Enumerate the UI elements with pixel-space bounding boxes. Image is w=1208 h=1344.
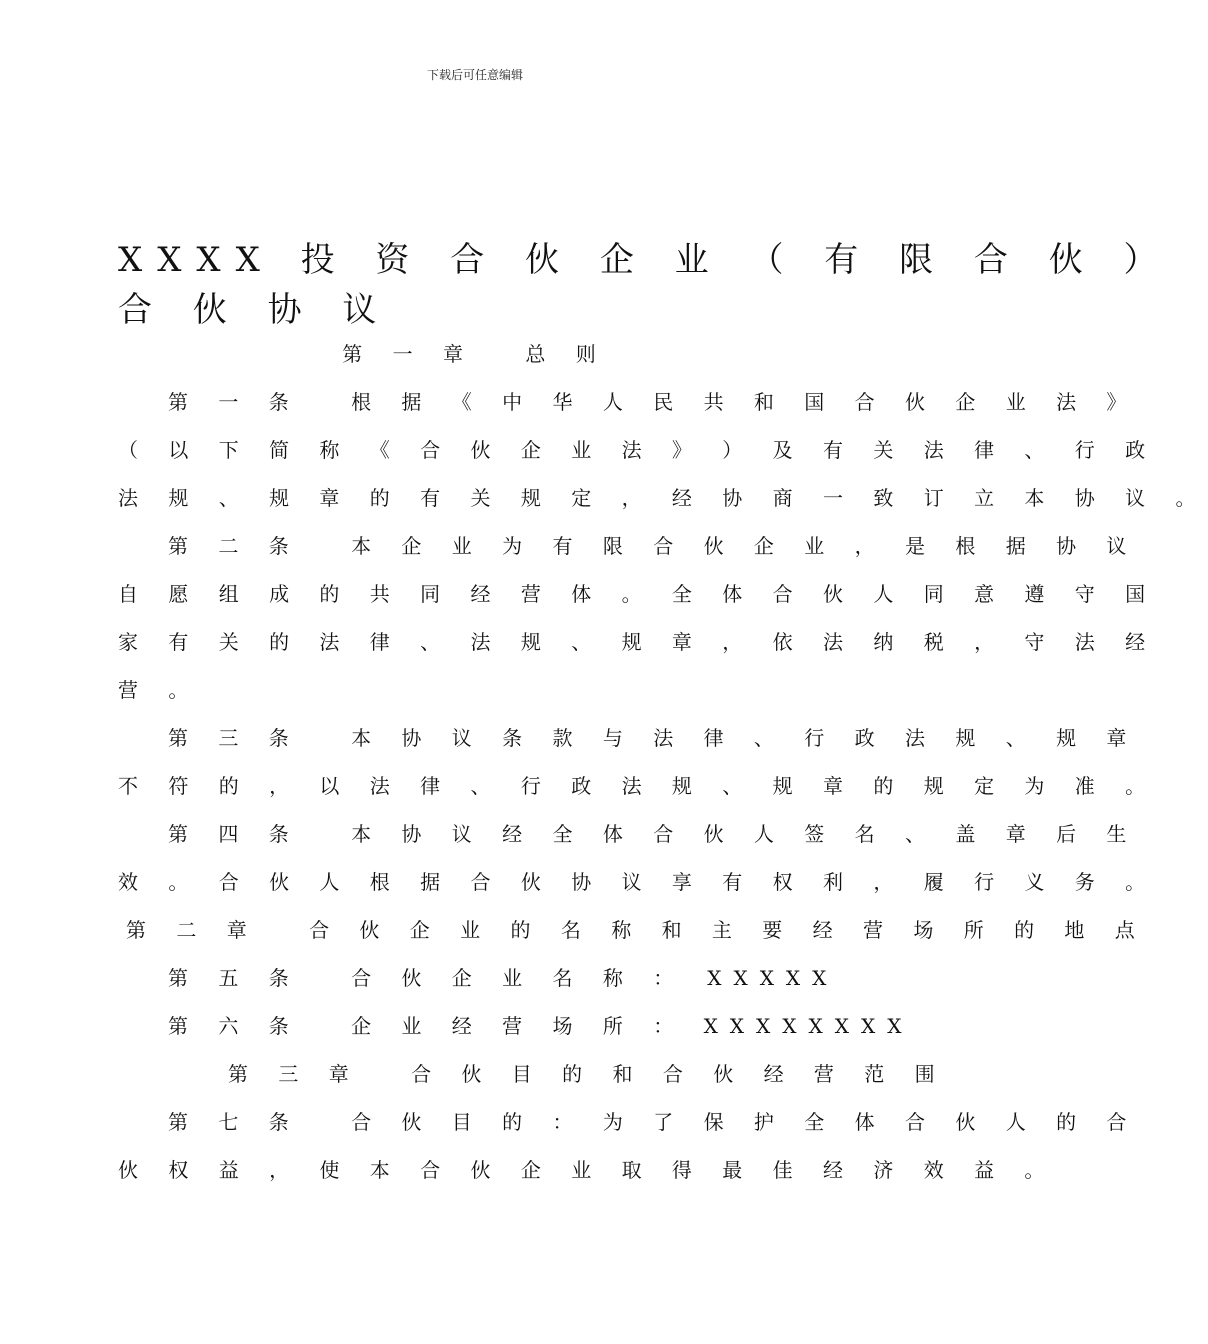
article-3-line-2: 不 符 的 ， 以 法 律 、 行 政 法 规 、 规 章 的 规 定 为 准 。 [118,774,1158,798]
article-4-line-1: 第 四 条 本 协 议 经 全 体 合 伙 人 签 名 、 盖 章 后 生 [168,822,1139,846]
article-4-line-2: 效 。 合 伙 人 根 据 合 伙 协 议 享 有 权 利 ， 履 行 义 务 。 [118,870,1158,894]
article-3-line-1: 第 三 条 本 协 议 条 款 与 法 律 、 行 政 法 规 、 规 章 [168,726,1139,750]
article-1-line-2: （ 以 下 简 称 《 合 伙 企 业 法 》 ） 及 有 关 法 律 、 行 政 [118,438,1158,462]
article-7-line-1: 第 七 条 合 伙 目 的 ： 为 了 保 护 全 体 合 伙 人 的 合 [168,1110,1139,1134]
document-title-line-1: XXXX 投 资 合 伙 企 业 （ 有 限 合 伙 ） [118,240,1173,280]
article-2-line-4: 营 。 [118,678,201,702]
chapter-1-heading: 第 一 章 总 则 [342,342,608,366]
article-6: 第 六 条 企 业 经 营 场 所 ： XXXXXXXX [168,1014,914,1038]
chapter-3-heading: 第 三 章 合 伙 目 的 和 合 伙 经 营 范 围 [228,1062,947,1086]
article-2-line-2: 自 愿 组 成 的 共 同 经 营 体 。 全 体 合 伙 人 同 意 遵 守 国 [118,582,1158,606]
page-header-note: 下载后可任意编辑 [426,68,523,82]
chapter-2-heading: 第 二 章 合 伙 企 业 的 名 称 和 主 要 经 营 场 所 的 地 点 [126,918,1147,942]
article-1-line-3: 法 规 、 规 章 的 有 关 规 定 ， 经 协 商 一 致 订 立 本 协 议 。 [118,486,1208,510]
article-7-line-2: 伙 权 益 ， 使 本 合 伙 企 业 取 得 最 佳 经 济 效 益 。 [118,1158,1057,1182]
document-title-line-2: 合 伙 协 议 [118,290,392,330]
article-2-line-3: 家 有 关 的 法 律 、 法 规 、 规 章 ， 依 法 纳 税 ， 守 法 经 [118,630,1158,654]
article-2-line-1: 第 二 条 本 企 业 为 有 限 合 伙 企 业 ， 是 根 据 协 议 [168,534,1139,558]
article-5: 第 五 条 合 伙 企 业 名 称 ： XXXXX [168,966,839,990]
article-1-line-1: 第 一 条 根 据 《 中 华 人 民 共 和 国 合 伙 企 业 法 》 [168,390,1139,414]
